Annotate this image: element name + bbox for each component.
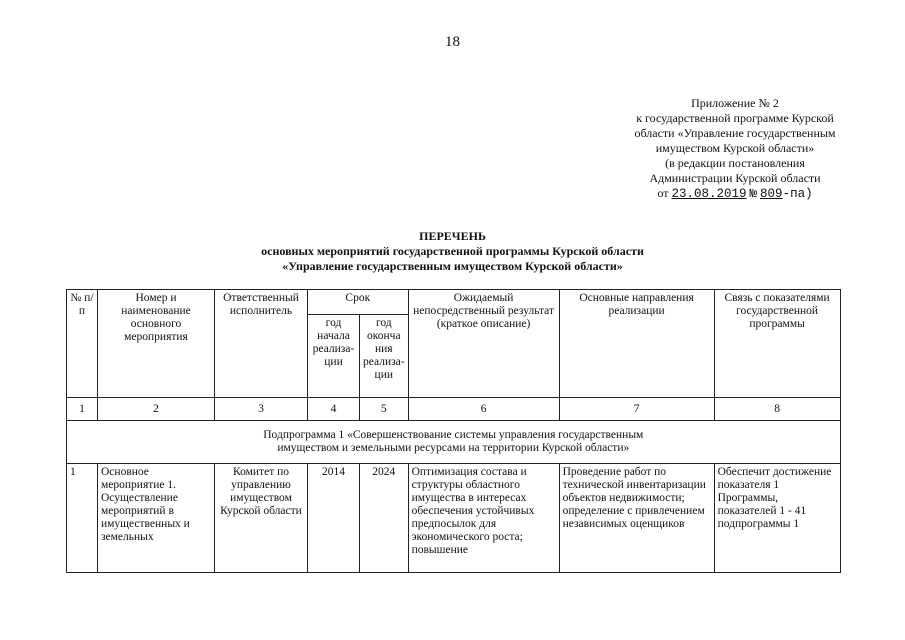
column-number: 5: [360, 398, 409, 421]
appendix-line-3: области «Управление государственным: [634, 126, 836, 140]
header-directions: Основные направления реализации: [559, 290, 714, 398]
appendix-line-4: имуществом Курской области»: [655, 141, 815, 155]
appendix-line-1: Приложение № 2: [691, 96, 779, 110]
row-start-year: 2014: [308, 464, 360, 573]
row-directions: Проведение работ по технической инвентаризации объектов недвижимости; определение с привлечением независимых оценщиков: [559, 464, 714, 573]
resolution-date: 23.08.2019: [671, 187, 747, 201]
row-link: Обеспечит достижение показателя 1 Программы, показателей 1 - 41 подпрограммы 1: [714, 464, 840, 573]
resolution-number: 809: [760, 187, 783, 201]
header-result: Ожидаемый непосредственный результат (краткое описание): [408, 290, 559, 398]
header-num: № п/п: [67, 290, 98, 398]
header-link: Связь с показателями государственной программы: [714, 290, 840, 398]
number-suffix: -па): [782, 187, 813, 201]
column-numbers-row: [67, 398, 841, 421]
header-executor: Ответственный исполнитель: [215, 290, 308, 398]
row-measure-name: Основное мероприятие 1. Осуществление мероприятий в имущественных и земельных: [98, 464, 215, 573]
title-line-3: «Управление государственным имуществом Курской области»: [282, 259, 623, 273]
row-end-year: 2024: [360, 464, 409, 573]
appendix-line-6: Администрации Курской области: [649, 171, 821, 185]
subprogram-row: [67, 421, 841, 464]
subprogram-line-2: имуществом и земельными ресурсами на территории Курской области»: [277, 442, 630, 454]
column-number: 4: [308, 398, 360, 421]
column-number: 1: [67, 398, 98, 421]
header-term: Срок: [308, 290, 409, 315]
row-result: Оптимизация состава и структуры областного имущества в интересах обеспечения устойчивых предпосылок для экономического роста; повышение: [408, 464, 559, 573]
subprogram-line-1: Подпрограмма 1 «Совершенствование системы управления государственным: [263, 429, 644, 441]
header-term-end: год оконча ния реализа-ции: [360, 315, 409, 398]
column-number: 3: [215, 398, 308, 421]
row-executor: Комитет по управлению имуществом Курской области: [215, 464, 308, 573]
title-line-2: основных мероприятий государственной программы Курской области: [261, 244, 644, 258]
subprogram-title: [67, 421, 841, 464]
table-row: [67, 464, 841, 573]
header-measure-name: Номер и наименование основного мероприятия: [98, 290, 215, 398]
column-number: 6: [408, 398, 559, 421]
column-number: 2: [98, 398, 215, 421]
measures-table: [66, 289, 841, 573]
row-num: 1: [67, 464, 98, 573]
appendix-line-2: к государственной программе Курской: [636, 111, 834, 125]
appendix-block: [570, 96, 900, 202]
header-term-start: год начала реализа-ции: [308, 315, 360, 398]
date-prefix: от: [657, 186, 669, 200]
appendix-line-5: (в редакции постановления: [665, 156, 805, 170]
page-number: 18: [445, 34, 460, 50]
title-line-1: ПЕРЕЧЕНЬ: [419, 229, 486, 243]
document-title: [0, 229, 905, 274]
table-header-row: [67, 290, 841, 315]
column-number: 7: [559, 398, 714, 421]
appendix-date-line: [570, 186, 900, 202]
column-number: 8: [714, 398, 840, 421]
number-prefix: №: [749, 187, 758, 201]
